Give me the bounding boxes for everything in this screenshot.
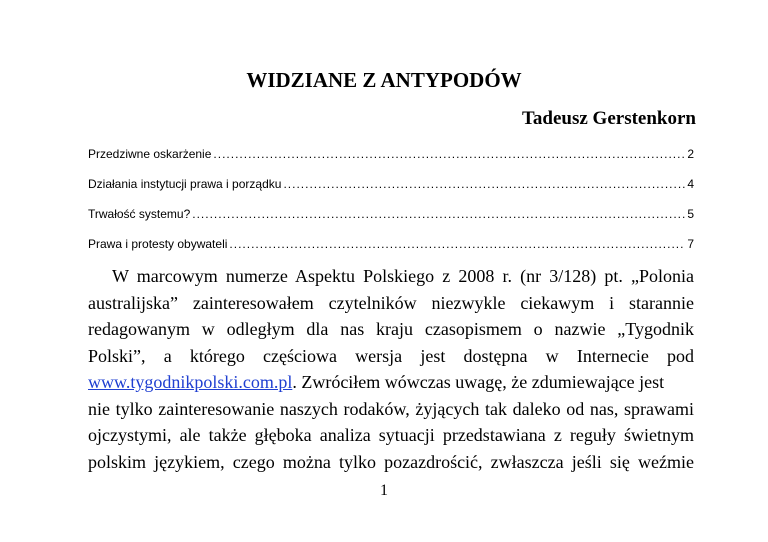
toc-leader-dots (213, 147, 685, 161)
table-of-contents (88, 147, 694, 267)
body-line-with-link (88, 369, 694, 396)
toc-entry-label: Przedziwne oskarżenie (88, 147, 212, 161)
document-title: WIDZIANE Z ANTYPODÓW (246, 68, 522, 92)
toc-entry-page: 5 (687, 207, 694, 221)
toc-entry[interactable] (88, 147, 694, 177)
toc-entry-label: Prawa i protesty obywateli (88, 237, 228, 251)
toc-leader-dots (283, 177, 685, 191)
body-line: ojczystymi, ale także głęboka analiza sytuacji przedstawiana z reguły świetnym (88, 425, 694, 445)
toc-entry-label: Trwałość systemu? (88, 207, 191, 221)
toc-entry-page: 7 (687, 237, 694, 251)
body-line: polskim językiem, czego można tylko pozazdrościć, zwłaszcza jeśli się weźmie (88, 451, 694, 472)
toc-entry-label: Działania instytucji prawa i porządku (88, 177, 282, 191)
document-author: Tadeusz Gerstenkorn (521, 108, 696, 129)
body-line: redagowanym w odległym dla nas kraju czasopismem o nazwie „Tygodnik (88, 319, 694, 339)
toc-entry-page: 4 (687, 177, 694, 191)
toc-leader-dots (229, 237, 685, 251)
body-line: W marcowym numerze Aspektu Polskiego z 2008 r. (nr 3/128) pt. „Polonia (112, 266, 694, 286)
body-line-text: . Zwróciłem wówczas uwagę, że zdumiewające jest (292, 372, 665, 392)
body-paragraph (88, 263, 694, 475)
tygodnik-link[interactable]: www.tygodnikpolski.com.pl (88, 372, 293, 392)
body-line: Polski”, a którego częściowa wersja jest dostępna w Internecie pod (88, 345, 694, 366)
toc-entry[interactable] (88, 207, 694, 237)
toc-entry-page: 2 (687, 147, 694, 161)
page-number: 1 (380, 482, 388, 499)
body-line: australijska” zainteresowałem czytelników niezwykle ciekawym i starannie (88, 292, 694, 313)
toc-leader-dots (192, 207, 685, 221)
toc-entry[interactable] (88, 177, 694, 207)
body-line: nie tylko zainteresowanie naszych rodaków, żyjących tak daleko od nas, sprawami (88, 398, 694, 419)
